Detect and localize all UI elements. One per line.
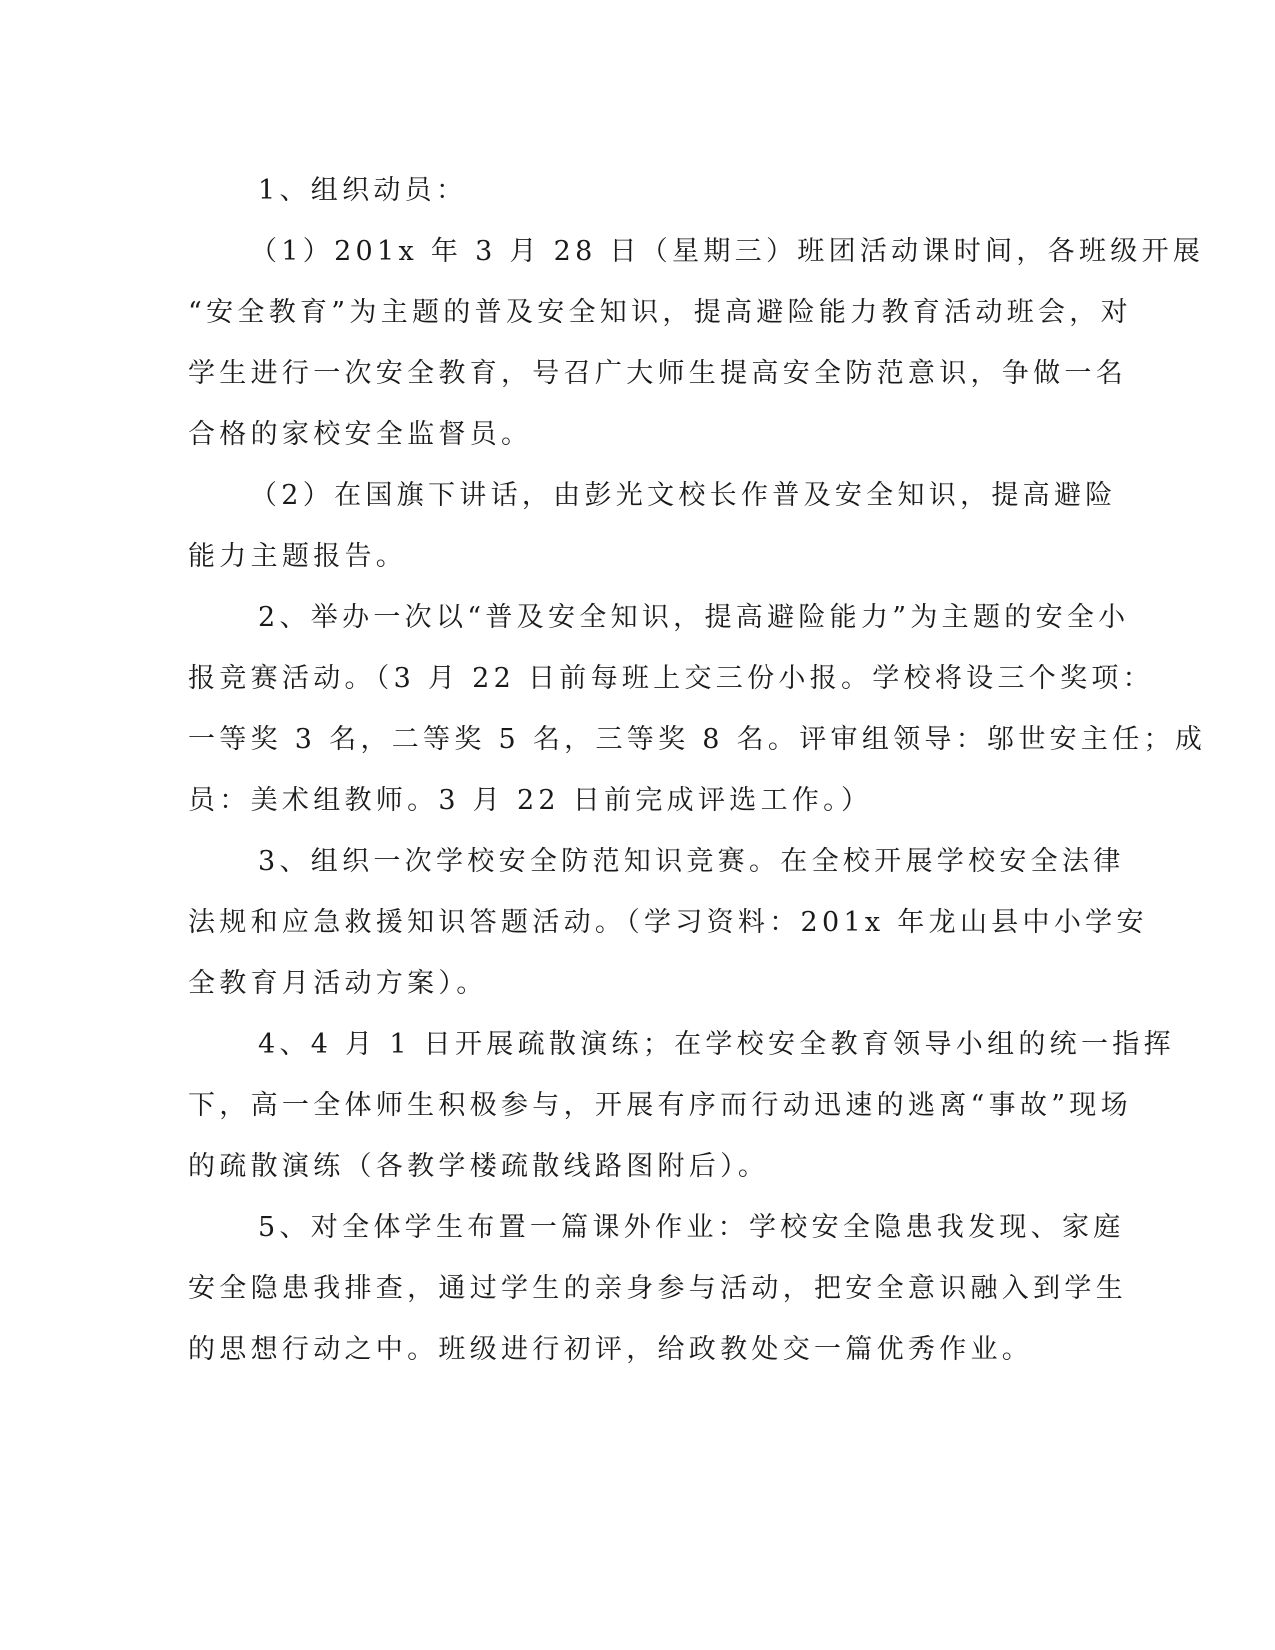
paragraph-line: 下，高一全体师生积极参与，开展有序而行动迅速的逃离“事故”现场 xyxy=(188,1090,1132,1121)
paragraph-line: 4、4 月 1 日开展疏散演练；在学校安全教育领导小组的统一指挥 xyxy=(258,1029,1175,1060)
paragraph-line: 2、举办一次以“普及安全知识，提高避险能力”为主题的安全小 xyxy=(258,602,1130,633)
paragraph-line: 一等奖 3 名，二等奖 5 名，三等奖 8 名。评审组领导：邬世安主任；成 xyxy=(188,724,1207,755)
paragraph-line: 3、组织一次学校安全防范知识竞赛。在全校开展学校安全法律 xyxy=(258,846,1125,877)
paragraph-line: 1、组织动员： xyxy=(258,175,468,206)
paragraph-line: 员：美术组教师。3 月 22 日前完成评选工作。） xyxy=(188,785,873,816)
paragraph-line: 安全隐患我排查，通过学生的亲身参与活动，把安全意识融入到学生 xyxy=(188,1273,1127,1304)
paragraph-line: 能力主题报告。 xyxy=(188,541,408,572)
paragraph-line: 的思想行动之中。班级进行初评，给政教处交一篇优秀作业。 xyxy=(188,1334,1034,1365)
paragraph-line: 合格的家校安全监督员。 xyxy=(188,419,533,450)
paragraph-line: （1）201x 年 3 月 28 日（星期三）班团活动课时间，各班级开展 xyxy=(250,236,1205,267)
paragraph-line: （2）在国旗下讲话，由彭光文校长作普及安全知识，提高避险 xyxy=(250,480,1117,511)
paragraph-line: 全教育月活动方案）。 xyxy=(188,968,488,999)
paragraph-line: 学生进行一次安全教育，号召广大师生提高安全防范意识，争做一名 xyxy=(188,358,1127,389)
paragraph-line: “安全教育”为主题的普及安全知识，提高避险能力教育活动班会，对 xyxy=(188,297,1132,328)
paragraph-line: 报竞赛活动。（3 月 22 日前每班上交三份小报。学校将设三个奖项： xyxy=(188,663,1154,694)
paragraph-line: 5、对全体学生布置一篇课外作业：学校安全隐患我发现、家庭 xyxy=(258,1212,1125,1243)
paragraph-line: 的疏散演练（各教学楼疏散线路图附后）。 xyxy=(188,1151,770,1182)
paragraph-line: 法规和应急救援知识答题活动。（学习资料：201x 年龙山县中小学安 xyxy=(188,907,1148,938)
document-body xyxy=(188,160,1207,1380)
